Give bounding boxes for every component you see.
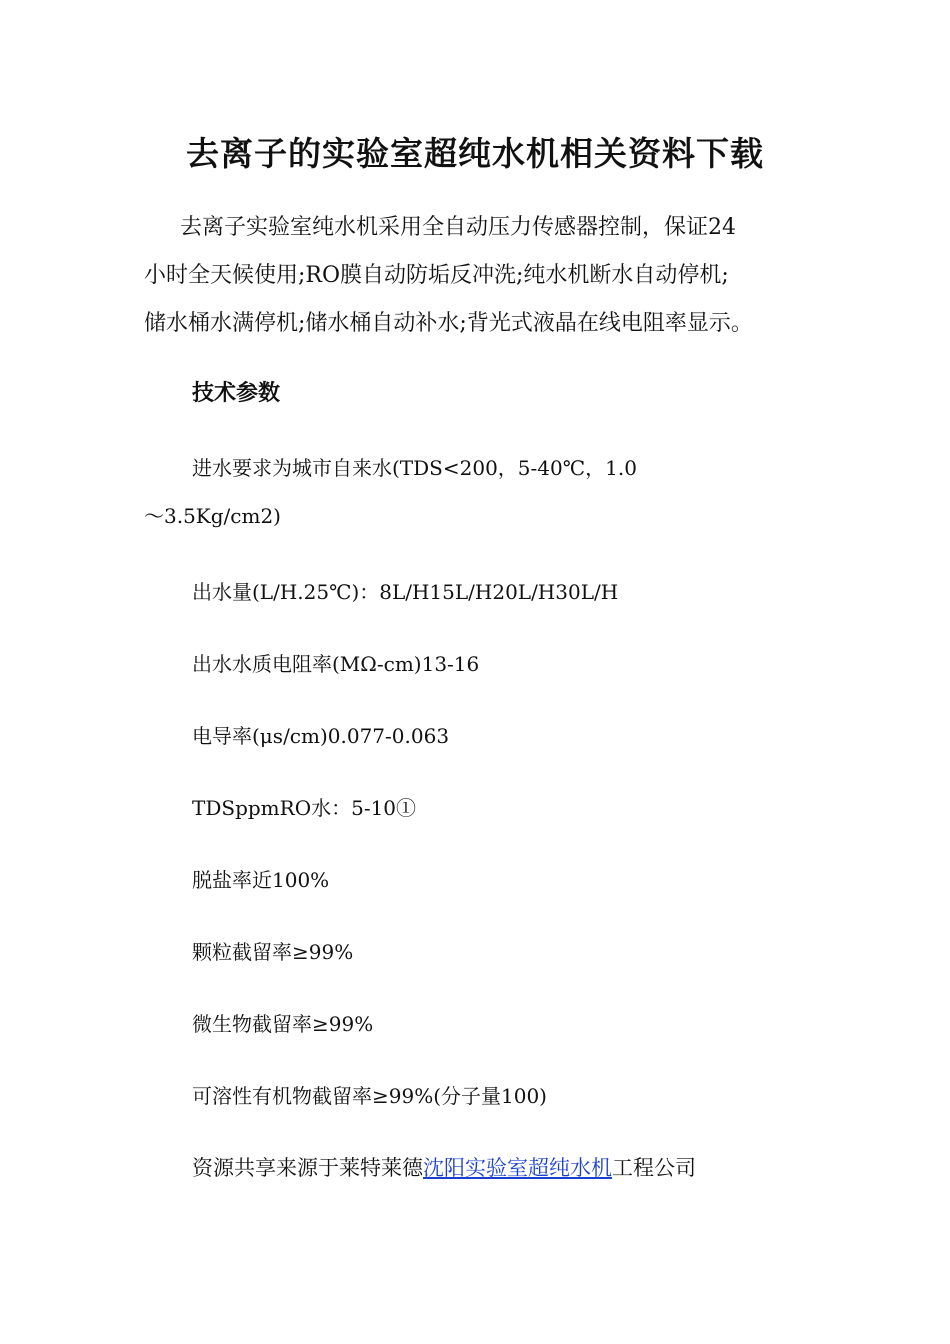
param-inlet-line-2: ～3.5Kg/cm2)	[144, 504, 281, 528]
param-desalination-rate: 脱盐率近100%	[192, 868, 330, 892]
source-link[interactable]: 沈阳实验室超纯水机	[423, 1156, 612, 1180]
param-output-flow: 出水量(L/H.25℃)：8L/H15L/H20L/H30L/H	[192, 580, 619, 604]
param-tds: TDSppmRO水：5-10①	[192, 796, 417, 820]
intro-line-2: 小时全天候使用;RO膜自动防垢反冲洗;纯水机断水自动停机;	[144, 263, 729, 288]
param-organic-retention: 可溶性有机物截留率≥99%(分子量100)	[192, 1084, 547, 1108]
param-particle-retention: 颗粒截留率≥99%	[192, 940, 354, 964]
source-prefix: 资源共享来源于莱特莱德	[192, 1156, 423, 1180]
intro-line-3: 储水桶水满停机;储水桶自动补水;背光式液晶在线电阻率显示。	[144, 311, 753, 336]
intro-paragraph	[144, 204, 804, 348]
param-conductivity: 电导率(μs/cm)0.077-0.063	[192, 724, 450, 748]
param-inlet-line-1: 进水要求为城市自来水(TDS<200，5-40℃，1.0	[192, 456, 637, 480]
source-suffix: 工程公司	[612, 1156, 696, 1180]
param-resistivity: 出水水质电阻率(MΩ-cm)13-16	[192, 652, 480, 676]
document-title: 去离子的实验室超纯水机相关资料下载	[186, 134, 764, 173]
section-heading: 技术参数	[192, 380, 281, 406]
source-line	[192, 1152, 696, 1182]
intro-line-1: 去离子实验室纯水机采用全自动压力传感器控制，保证24	[180, 215, 736, 240]
param-inlet-requirement	[144, 444, 764, 540]
param-microbe-retention: 微生物截留率≥99%	[192, 1012, 374, 1036]
